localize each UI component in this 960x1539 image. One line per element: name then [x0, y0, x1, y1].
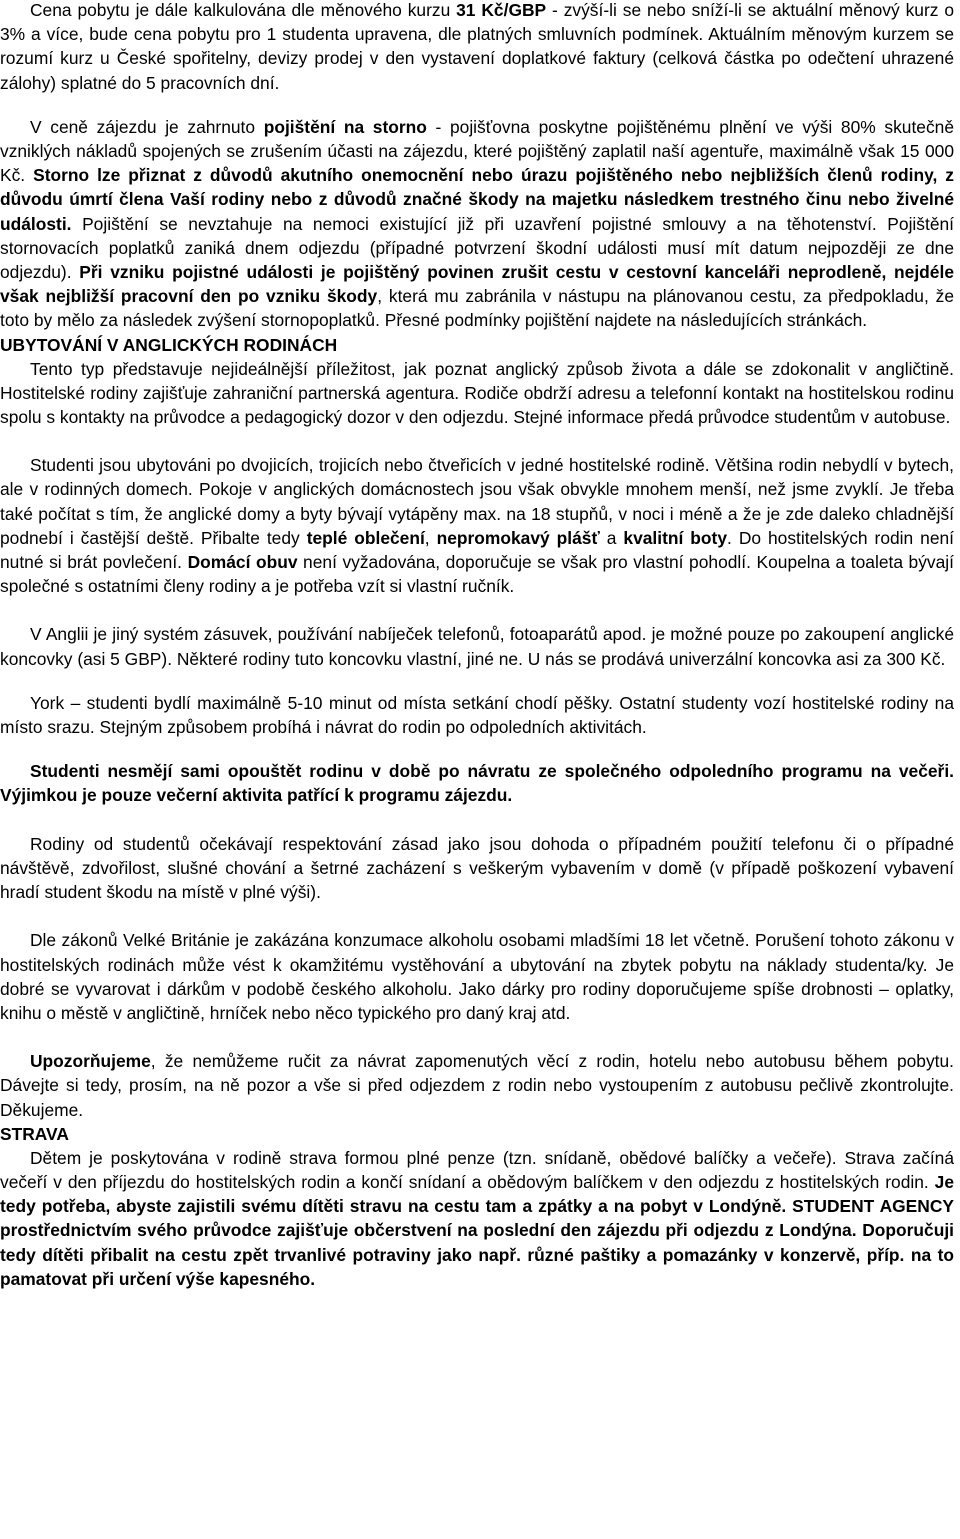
text-run: Cena pobytu je dále kalkulována dle měnového kurzu: [30, 0, 457, 20]
alcohol-paragraph: Dle zákonů Velké Británie je zakázána konzumace alkoholu osobami mladšími 18 let včetně. Porušení tohoto zákonu v hostitelských rodinách může vést k okamžitému vystěhování a ubytování na zbytek pobytu na náklady studenta/ky. Je dobré se vyvarovat i dárkům v podobě českého alkoholu. Jako dárky pro rodiny doporučujeme spíše drobnosti – oplatky, knihu o městě v angličtině, hrníček nebo něco typického pro daný kraj atd.: [0, 930, 954, 1023]
text-run: Dětem je poskytována v rodině strava formou plné penze (tzn. snídaně, obědové balíčky a večeře). Strava začíná večeří v den příjezdu do hostitelských rodin a končí snídaní a obědovým balíčkem v den odjezdu z hostitelských rodin.: [0, 1147, 954, 1192]
accommodation-details-paragraph: [0, 453, 954, 598]
text-run: , která mu zabránila v nástupu na plánovanou cestu, za předpokladu, že toto by mělo za následek zvýšení stornopoplatků. Přesné podmínky pojištění najdete na následujících stránkách.: [0, 286, 954, 331]
section-heading-accommodation: UBYTOVÁNÍ V ANGLICKÝCH RODINÁCH: [0, 334, 338, 355]
text-run: Pojištění se nevztahuje na nemoci existující již při uzavření pojistné smlouvy a na těhotenství. Pojištění stornovacích poplatků zaniká dnem odjezdu (případné potvrzení škodní události musí mít datum nejpozději ze dne odjezdu).: [0, 213, 954, 283]
warm-clothes-item: teplé oblečení: [306, 527, 425, 548]
notice-word: Upozorňujeme: [30, 1051, 151, 1072]
curfew-rule: Studenti nesmějí sami opouštět rodinu v době po návratu ze společného odpoledního programu na večeři. Výjimkou je pouze večerní aktivita patřící k programu zájezdu.: [0, 761, 954, 806]
accommodation-intro-paragraph: Tento typ představuje nejideálnější příležitost, jak poznat anglický způsob života a dále se zdokonalit v angličtině. Hostitelské rodiny zajišťuje zahraniční partnerská agentura. Rodiče obdrží adresu a telefonní kontakt na hostitelskou rodinu spolu s kontakty na průvodce a pedagogický dozor v den odjezdu. Stejné informace předá průvodce studentům v autobuse.: [0, 358, 954, 428]
text-run: . Do hostitelských rodin není nutné si brát povlečení.: [0, 527, 955, 573]
house-shoes-item: Domácí obuv: [187, 552, 298, 573]
insured-obligation: Při vzniku pojistné události je pojištěný povinen zrušit cestu v cestovní kanceláři neprodleně, nejdéle však nejbližší pracovní den po vzniku škody: [0, 262, 954, 307]
lost-items-paragraph: [0, 1049, 954, 1122]
storno-conditions: Storno lze přiznat z důvodů akutního onemocnění nebo úrazu pojištěného nebo nejbližších členů rodiny, z důvodu úmrtí člena Vaší rodiny nebo z důvodů značné škody na majetku následkem trestného činu nebo živelné události.: [0, 165, 954, 234]
food-advice: Je tedy potřeba, abyste zajistili svému dítěti stravu na cestu tam a zpátky a na pobyt v Londýně. STUDENT AGENCY prostřednictvím svého průvodce zajišťuje občerstvení na poslední den zájezdu při odjezdu z Londýna. Doporučuji tedy dítěti přibalit na cestu zpět trvanlivé potraviny jako např. různé paštiky a pomazánky v konzervě, příp. na to pamatovat při určení výše kapesného.: [0, 1171, 954, 1289]
curfew-paragraph: [0, 759, 954, 807]
family-rules-paragraph: Rodiny od studentů očekávají respektování zásad jako jsou dohoda o případném použití telefonu či o případné návštěvě, zdvořilost, slušné chování a šetrné zacházení s veškerým vybavením v domě (v případě poškození vybavení hradí student škodu na místě v plné výši).: [0, 833, 954, 903]
york-paragraph: York – studenti bydlí maximálně 5-10 minut od místa setkání chodí pěšky. Ostatní studenty vozí hostitelské rodiny na místo srazu. Stejným způsobem probíhá i návrat do rodin po odpoledních aktivitách.: [0, 692, 954, 738]
exchange-rate-paragraph: [0, 0, 954, 95]
section-heading-food: STRAVA: [0, 1123, 69, 1144]
text-run: a: [599, 527, 624, 548]
insurance-paragraph: [0, 115, 954, 333]
exchange-rate-value: 31 Kč/GBP: [456, 0, 547, 20]
food-paragraph: [0, 1146, 954, 1291]
insurance-term: pojištění na storno: [263, 116, 427, 137]
quality-shoes-item: kvalitní boty: [623, 527, 728, 548]
text-run: V ceně zájezdu je zahrnuto: [30, 116, 264, 137]
text-run: , že nemůžeme ručit za návrat zapomenutých věcí z rodin, hotelu nebo autobusu během pobytu. Dávejte si tedy, prosím, na ně pozor a vše si před odjezdem z rodin nebo vystoupením z autobusu pečlivě zkontrolujte. Děkujeme.: [0, 1051, 954, 1120]
raincoat-item: nepromokavý plášť: [436, 527, 600, 548]
text-run: ,: [424, 527, 437, 548]
text-run: - zvýší-li se nebo sníží-li se aktuální měnový kurz o 3% a více, bude cena pobytu pro 1 studenta upravena, dle platných smluvních podmínek. Aktuálním měnovým kurzem se rozumí kurz u České spořitelny, devizy prodej v den vystavení doplatkové faktury (celková částka po odečtení uhrazené zálohy) splatné do 5 pracovních dní.: [0, 0, 954, 93]
sockets-paragraph: V Anglii je jiný systém zásuvek, používání nabíječek telefonů, fotoaparátů apod. je možné pouze po zakoupení anglické koncovky (asi 5 GBP). Některé rodiny tuto koncovku vlastní, jiné ne. U nás se prodává univerzální koncovka asi za 300 Kč.: [0, 624, 954, 669]
text-run: Studenti jsou ubytováni po dvojicích, trojicích nebo čtveřicích v jedné hostitelské rodině. Většina rodin nebydlí v bytech, ale v rodinných domech. Pokoje v anglických domácnostech jsou však obvykle mnohem menší, než jsme zvyklí. Je třeba také počítat s tím, že anglické domy a byty bývají vytápěny max. na 18 stupňů, v noci i méně a že je zde daleko chladnější podnebí i častější deště. Přibalte tedy: [0, 455, 954, 548]
text-run: není vyžadována, doporučuje se však pro vlastní pohodlí. Koupelna a toaleta bývají společné s ostatními členy rodiny a je potřeba vzít si vlastní ručník.: [0, 552, 954, 597]
text-run: - pojišťovna poskytne pojištěnému plnění ve výši 80% skutečně vzniklých nákladů spojených se zrušením účasti na zájezdu, které pojištěný zaplatil naší agentuře, maximálně však 15 000 Kč.: [0, 116, 954, 186]
